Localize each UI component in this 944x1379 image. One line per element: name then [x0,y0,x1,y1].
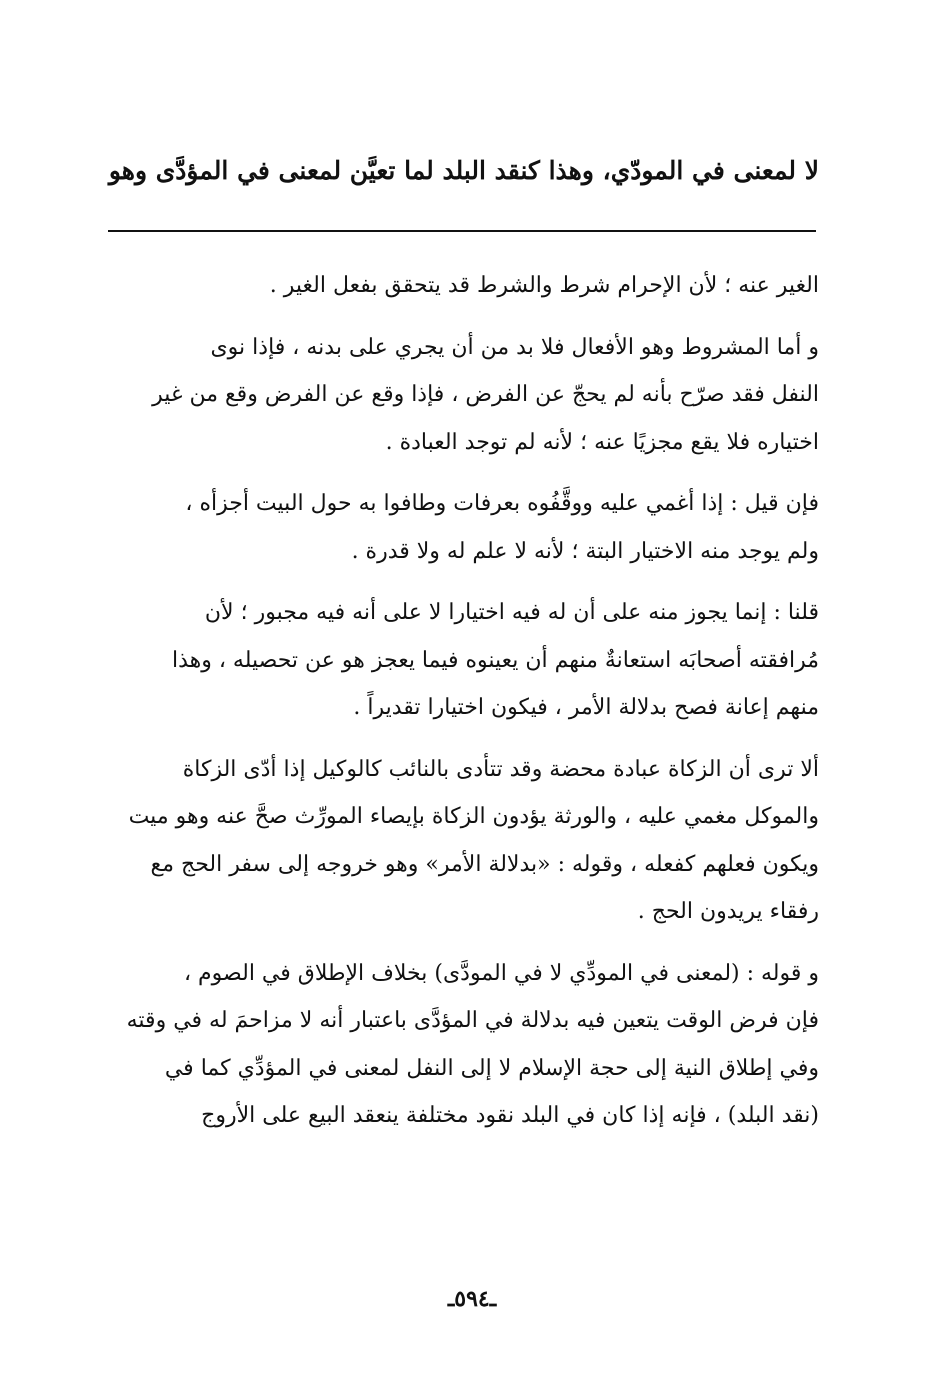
paragraph-6 [105,950,819,1140]
footnote-separator-rule [108,230,816,232]
paragraph-2 [105,324,819,467]
page-number: ـ٥٩٤ـ [447,1286,497,1312]
text-line: منهم إعانة فصح بدلالة الأمر ، فيكون اختيارا تقديراً . [353,695,819,720]
text-line: و أما المشروط وهو الأفعال فلا بد من أن يجري على بدنه ، فإذا نوى [210,334,819,360]
text-line: والموكل مغمي عليه ، والورثة يؤدون الزكاة بإيصاء المورِّث صحَّ عنه وهو ميت [128,804,819,829]
paragraph-5 [105,746,819,936]
text-line: فإن فرض الوقت يتعين فيه بدلالة في المؤدَّى باعتبار أنه لا مزاحمَ له في وقته [126,1008,819,1033]
text-line: النفل فقد صرّح بأنه لم يحجّ عن الفرض ، فإذا وقع عن الفرض وقع من غير [152,382,819,407]
text-line: مُرافقته أصحابَه استعانةٌ منهم أن يعينوه فيما يعجز هو عن تحصيله ، وهذا [171,647,819,673]
text-line: وفي إطلاق النية إلى حجة الإسلام لا إلى النفل لمعنى في المؤدِّي كما في [164,1055,819,1081]
text-line: ألا ترى أن الزكاة عبادة محضة وقد تتأدى بالنائب كالوكيل إذا أدّى الزكاة [182,756,819,782]
paragraph-3 [105,480,819,575]
text-line: و قوله : (لمعنى في المودِّي لا في المودَّى) بخلاف الإطلاق في الصوم ، [183,960,819,986]
text-line: ويكون فعلهم كفعله ، وقوله : «بدلالة الأمر» وهو خروجه إلى سفر الحج مع [150,851,819,877]
text-line: رفقاء يريدون الحج . [637,899,819,924]
header-line: لا لمعنى في المودّي، وهذا كنقد البلد لما تعيَّن لمعنى في المؤدَّى وهو [108,156,819,185]
running-header [105,148,819,194]
text-line: قلنا : إنما يجوز منه على أن له فيه اختيارا لا على أنه فيه مجبور ؛ لأن [204,600,819,625]
text-line: (نقد البلد) ، فإنه إذا كان في البلد نقود مختلفة ينعقد البيع على الأروج [201,1103,819,1128]
body-text [105,262,819,1154]
text-line: ولم يوجد منه الاختيار البتة ؛ لأنه لا علم له ولا قدرة . [351,538,819,564]
text-line: الغير عنه ؛ لأن الإحرام شرط والشرط قد يتحقق بفعل الغير . [269,273,819,298]
paragraph-4 [105,589,819,732]
text-line: فإن قيل : إذا أغمي عليه ووقَّفُوه بعرفات وطافوا به حول البيت أجزأه ، [185,491,819,516]
paragraph-1 [105,262,819,310]
text-line: اختياره فلا يقع مجزيًا عنه ؛ لأنه لم توجد العبادة . [385,429,819,455]
